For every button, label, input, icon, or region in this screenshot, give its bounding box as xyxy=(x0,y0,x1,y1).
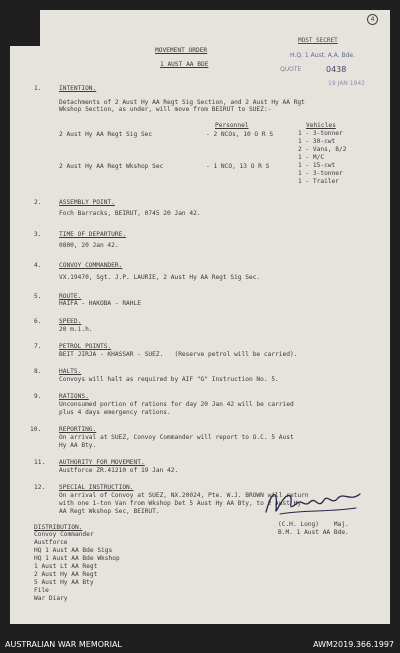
section-line: Convoys will halt as required by AIF "G" Instruction No. 5. xyxy=(59,376,279,383)
document-title: MOVEMENT ORDER xyxy=(155,47,208,54)
distribution-heading: DISTRIBUTION. xyxy=(34,524,83,531)
section-heading: PETROL POINTS. xyxy=(59,343,112,350)
handwritten-signature xyxy=(260,482,370,522)
section-line: VX.19470, Sgt. J.P. LAURIE, 2 Aust Hy AA Regt Sig Sec. xyxy=(59,274,261,281)
section-line: Detachments of 2 Aust Hy AA Regt Sig Section, and 2 Aust Hy AA Rgt xyxy=(59,99,305,106)
section-heading: AUTHORITY FOR MOVEMENT. xyxy=(59,459,145,466)
personnel-header: Personnel xyxy=(215,122,249,129)
section-heading: HALTS. xyxy=(59,368,82,375)
section-number: 12. xyxy=(34,484,46,491)
section-number: 3. xyxy=(34,231,42,238)
signatory-title: B.M. 1 Aust AA Bde. xyxy=(278,529,349,536)
section-line: 0800, 20 Jan 42. xyxy=(59,242,119,249)
distribution-item: Austforce xyxy=(34,539,68,546)
section-line: Wkshop Section, as under, will move from BEIRUT to SUEZ:- xyxy=(59,106,272,113)
vehicle-item: 1 - 15-cwt xyxy=(298,162,336,169)
stamp-date: 19 JAN 1942 xyxy=(328,80,365,87)
section-line: BEIT JIRJA - KHASSAR - SUEZ. (Reserve petrol will be carried). xyxy=(59,351,298,358)
section-line: Hy AA Bty. xyxy=(59,442,97,449)
section-heading: INTENTION. xyxy=(59,85,97,92)
vehicle-item: 1 - 30-cwt xyxy=(298,138,336,145)
section-number: 6. xyxy=(34,318,42,325)
detachment-unit: 2 Aust Hy AA Regt Sig Sec xyxy=(59,131,153,138)
section-number: 1. xyxy=(34,85,42,92)
distribution-item: 2 Aust Hy AA Regt xyxy=(34,571,98,578)
headquarters-stamp xyxy=(280,40,380,100)
section-heading: REPORTING. xyxy=(59,426,97,433)
section-line: plus 4 days emergency rations. xyxy=(59,409,171,416)
section-number: 10. xyxy=(30,426,42,433)
signatory-name: (C.H. Long) Maj. xyxy=(278,521,349,528)
document-subtitle: 1 AUST AA BDE xyxy=(160,61,209,68)
document-page xyxy=(10,10,390,624)
security-classification: MOST SECRET xyxy=(298,37,338,44)
section-number: 8. xyxy=(34,368,42,375)
distribution-item: 5 Aust Hy AA Bty xyxy=(34,579,94,586)
section-number: 11. xyxy=(34,459,46,466)
section-number: 9. xyxy=(34,393,42,400)
section-number: 5. xyxy=(34,293,42,300)
section-heading: CONVOY COMMANDER. xyxy=(59,262,123,269)
section-line: HAIFA - HAKOBA - RAHLE xyxy=(59,300,141,307)
stamp-quote-label: QUOTE xyxy=(280,66,302,73)
archive-footer xyxy=(0,624,400,653)
detachment-unit: 2 Aust Hy AA Regt Wkshop Sec xyxy=(59,163,164,170)
section-heading: SPEED. xyxy=(59,318,82,325)
vehicle-item: 1 - 3-tonner xyxy=(298,170,343,177)
distribution-item: File xyxy=(34,587,49,594)
section-line: Foch Barracks, BEIRUT, 0745 20 Jan 42. xyxy=(59,210,201,217)
section-heading: RATIONS. xyxy=(59,393,89,400)
section-heading: TIME OF DEPARTURE. xyxy=(59,231,127,238)
section-line: 20 m.i.h. xyxy=(59,326,93,333)
vehicle-item: 2 - Vans, 8/2 xyxy=(298,146,347,153)
vehicle-item: 1 - Trailer xyxy=(298,178,339,185)
section-line: Austforce ZR.41210 of 19 Jan 42. xyxy=(59,467,179,474)
section-line: with one 1-ton Van from Wkshop Det 5 Aust Hy AA Bty, to 2 Aust Hy xyxy=(59,500,302,507)
scan-edge-shadow xyxy=(10,10,40,46)
section-number: 7. xyxy=(34,343,42,350)
section-line: Unconsumed portion of rations for day 20 Jan 42 will be carried xyxy=(59,401,294,408)
distribution-item: 1 Aust Lt AA Regt xyxy=(34,563,98,570)
vehicle-item: 1 - 3-tonner xyxy=(298,130,343,137)
stamp-headquarters: H.Q. 1 Aust. A.A. Bde. xyxy=(290,52,356,59)
distribution-item: HQ 1 Aust AA Bde Wkshop xyxy=(34,555,120,562)
section-heading: ASSEMBLY POINT. xyxy=(59,199,115,206)
detachment-personnel: - 2 NCOs, 10 O R S xyxy=(206,131,274,138)
distribution-item: War Diary xyxy=(34,595,68,602)
section-heading: SPECIAL INSTRUCTION. xyxy=(59,484,134,491)
archive-name: AUSTRALIAN WAR MEMORIAL xyxy=(5,640,122,649)
stamp-quote-number: 0438 xyxy=(326,65,347,74)
distribution-item: Convoy Commander xyxy=(34,531,94,538)
section-number: 2. xyxy=(34,199,42,206)
page-number-badge: 4 xyxy=(367,14,378,25)
section-heading: ROUTE. xyxy=(59,293,82,300)
vehicles-header: Vehicles xyxy=(306,122,336,129)
section-number: 4. xyxy=(34,262,42,269)
distribution-item: HQ 1 Aust AA Bde Sigs xyxy=(34,547,113,554)
detachment-personnel: - 1 NCO, 13 O R S xyxy=(206,163,270,170)
archive-accession-number: AWM2019.366.1997 xyxy=(313,640,394,649)
section-line: On arrival at SUEZ, Convoy Commander will report to O.C. 5 Aust xyxy=(59,434,294,441)
vehicle-item: 1 - M/C xyxy=(298,154,325,161)
section-line: On arrival of Convoy at SUEZ, NX.20024, Pte. W.J. BROWN will return xyxy=(59,492,309,499)
section-line: AA Regt Wkshop Sec, BEIRUT. xyxy=(59,508,160,515)
